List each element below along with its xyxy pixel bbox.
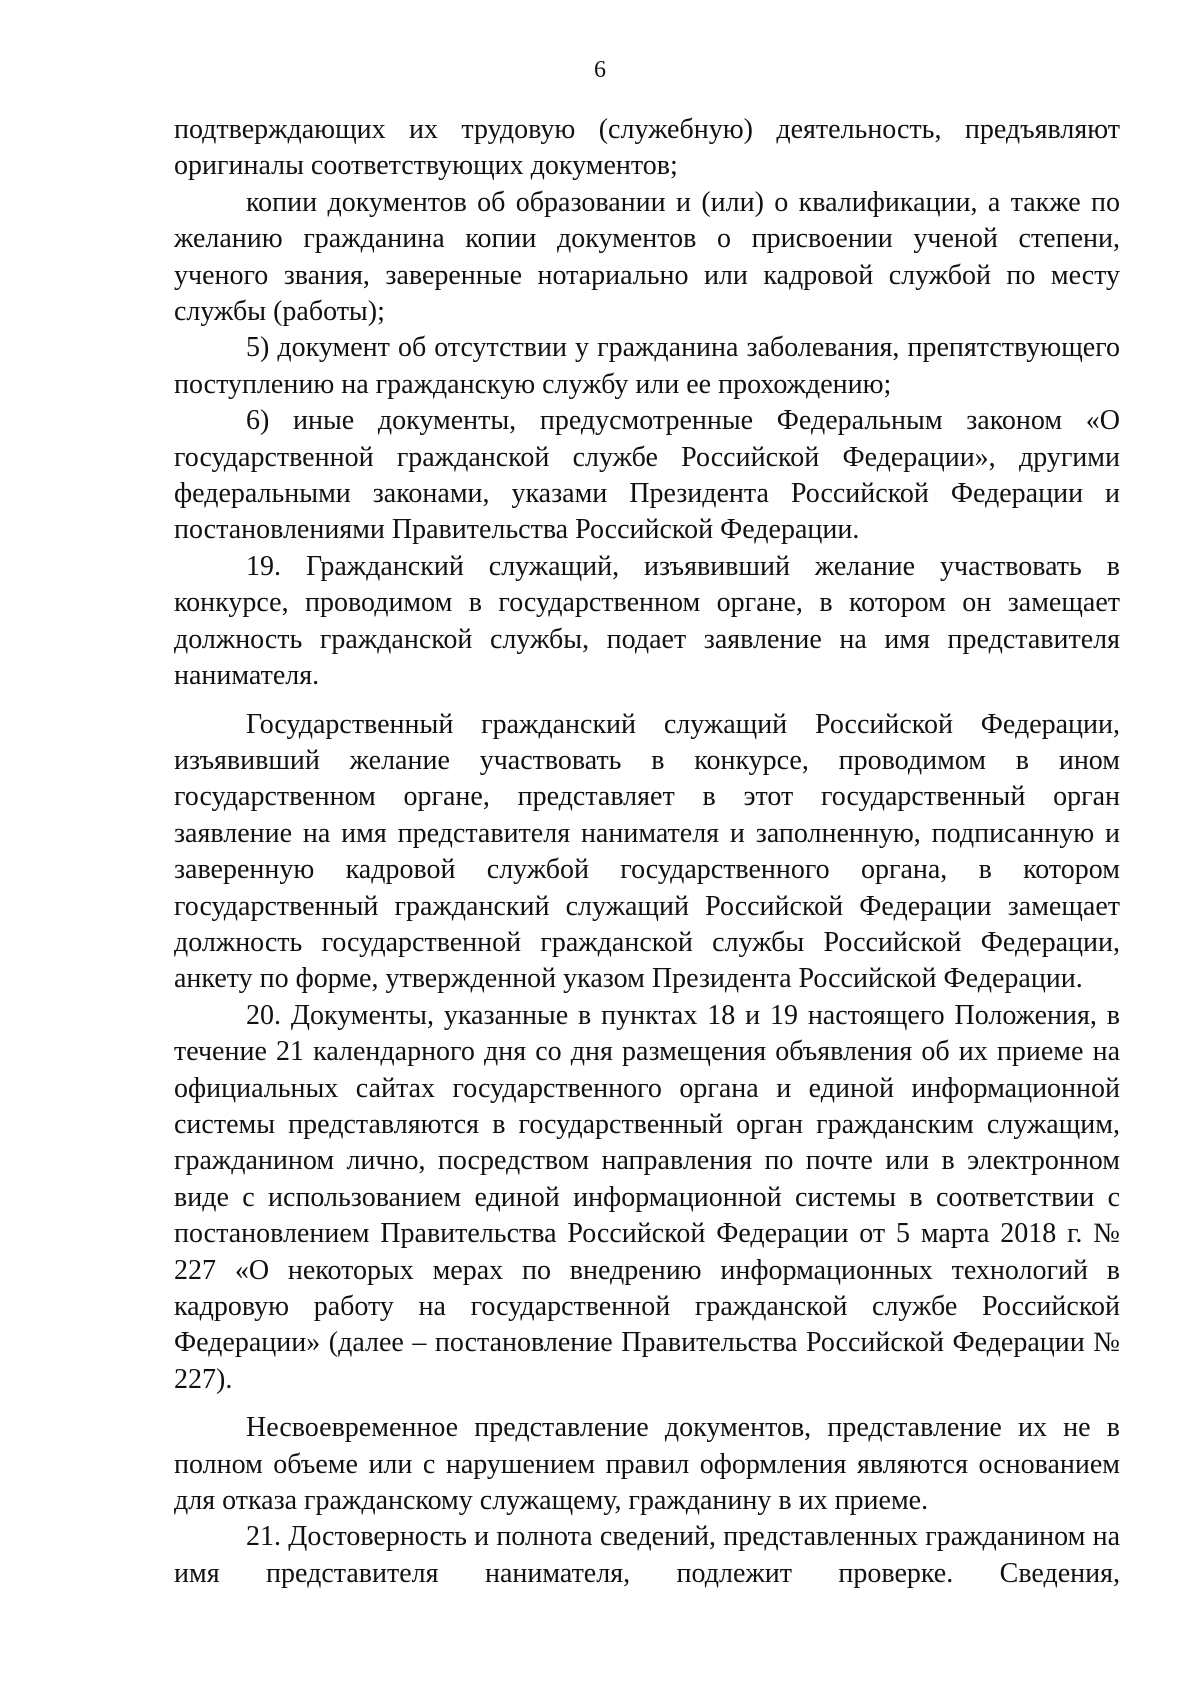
document-body — [174, 112, 1120, 1592]
paragraph-late-submission: Несвоевременное представление документов, представление их не в полном объеме или с нарушением правил оформления являются основанием для отказа гражданскому служащему, гражданину в их приеме. — [174, 1412, 1120, 1517]
paragraph-clause-19: 19. Гражданский служащий, изъявивший желание участвовать в конкурсе, проводимом в государственном органе, в котором он замещает должность гражданской службы, подает заявление на имя представителя нанимателя. — [174, 550, 1120, 692]
paragraph-clause-21: 21. Достоверность и полнота сведений, представленных гражданином на имя представителя нанимателя, подлежит проверке. Сведения, — [174, 1521, 1120, 1589]
paragraph-item-5: 5) документ об отсутствии у гражданина заболевания, препятствующего поступлению на гражданскую службу или ее прохождению; — [174, 332, 1120, 400]
page-number: 6 — [594, 57, 606, 83]
paragraph-education-copies: копии документов об образовании и (или) о квалификации, а также по желанию гражданина копии документов о присвоении ученой степени, ученого звания, заверенные нотариально или кадровой службой по месту службы (работы); — [174, 186, 1120, 328]
paragraph-continuation: подтверждающих их трудовую (служебную) деятельность, предъявляют оригиналы соответствующих документов; — [174, 114, 1120, 182]
paragraph-item-6: 6) иные документы, предусмотренные Федеральным законом «О государственной гражданской службе Российской Федерации», другими федеральными законами, указами Президента Российской Федерации и постановлениями Правительства Российской Федерации. — [174, 405, 1120, 546]
paragraph-clause-19-civil-servant: Государственный гражданский служащий Российской Федерации, изъявивший желание участвовать в конкурсе, проводимом в ином государственном органе, представляет в этот государственный орган заявление на имя представителя нанимателя и заполненную, подписанную и заверенную кадровой службой государственного органа, в котором государственный гражданский служащий Российской Федерации замещает должность государственной гражданской службы Российской Федерации, анкету по форме, утвержденной указом Президента Российской Федерации. — [174, 708, 1120, 995]
paragraph-clause-20: 20. Документы, указанные в пунктах 18 и 19 настоящего Положения, в течение 21 календарного дня со дня размещения объявления об их приеме на официальных сайтах государственного органа и единой информационной системы представляются в государственный орган гражданским служащим, гражданином лично, посредством направления по почте или в электронном виде с использованием единой информационной системы в соответствии с постановлением Правительства Российской Федерации от 5 марта 2018 г. № 227 «О некоторых мерах по внедрению информационных технологий в кадровую работу на государственной гражданской службе Российской Федерации» (далее – постановление Правительства Российской Федерации № 227). — [174, 999, 1120, 1395]
